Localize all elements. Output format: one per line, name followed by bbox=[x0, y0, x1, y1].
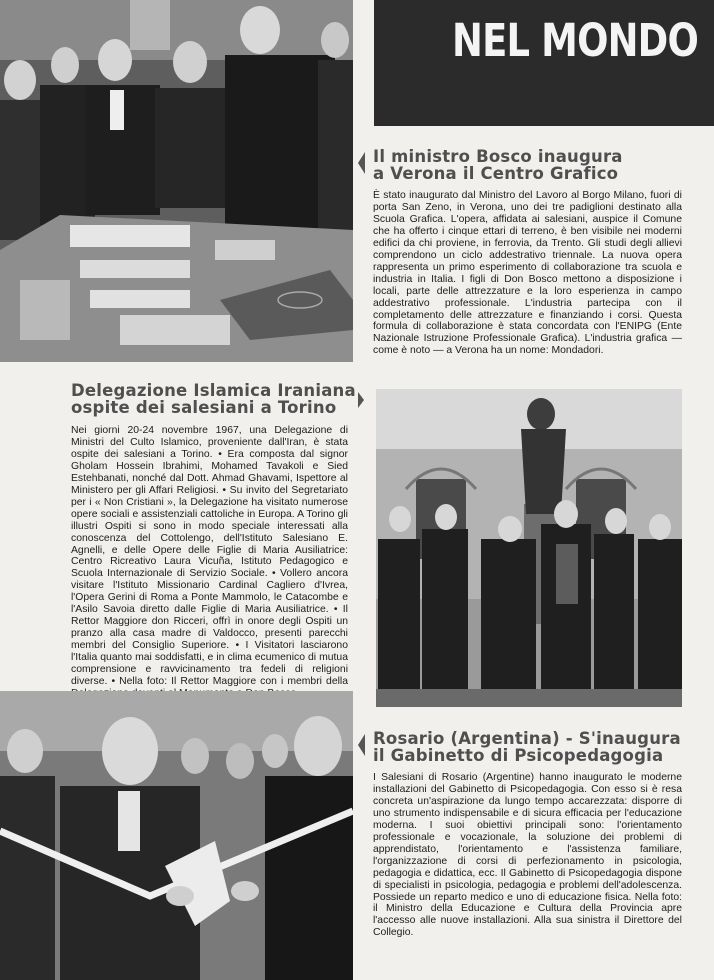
article-verona-body: È stato inaugurato dal Ministro del Lavoro al Borgo Milano, fuori di porta San Zeno, in Verona, uno dei tre padiglioni destinato alla Scuola Grafica. L'opera, affidata ai salesiani, auspice il Comune che ha offerto i cinque ettari di terreno, è ben visibile nei moderni edifici da chi proviene, in ferrovia, da Trento. Gli studi degli allievi comprendono un ciclo addestrativo triennale. La nuova opera rappresenta un primo esperimento di collaborazione tra scuola e industria in Italia. I figli di Don Bosco mettono a disposizione i locali, parte delle attrezzature e la loro esperienza in campo addestrativo professionale. L'industria partecipa con il completamento delle attrezzature e finanziando i corsi. Questa formula di collaborazione è stata concordata con l'ENIPG (Ente Nazionale Istruzione Professionale Grafica). L'industria grafica — come è noto — a Verona ha un nome: Mondadori. bbox=[373, 190, 682, 357]
article-torino-headline bbox=[71, 382, 361, 416]
headline-line: Delegazione Islamica Iraniana bbox=[71, 381, 356, 400]
headline-line: Rosario (Argentina) - S'inaugura bbox=[373, 729, 681, 748]
headline-line: ospite dei salesiani a Torino bbox=[71, 398, 337, 417]
article-verona-headline bbox=[373, 148, 703, 182]
photo-ministers-model bbox=[0, 0, 353, 362]
photo-delegation-monument bbox=[376, 389, 682, 707]
left-arrow-icon bbox=[358, 152, 365, 174]
left-arrow-icon bbox=[358, 734, 365, 756]
article-torino-body: Nei giorni 20-24 novembre 1967, una Delegazione di Ministri del Culto Islamico, proveniente dall'Iran, è stata ospite dei salesiani a Torino. • Era composta dal signor Gholam Hossein Ibrahimi, Mohamed Tavakoli e Sied Estehbanati, nonché dal Dott. Ahmad Ghavami, Ispettore al Ministero per gli Affari Religiosi. • Su invito del Segretariato per i « Non Cristiani », la Delegazione ha visitato numerose opere sociali e assistenziali cattoliche in Europa. A Torino gli illustri Ospiti si sono in modo speciale interessati alla conoscenza del Cottolengo, dell'Istituto Salesiano E. Agnelli, e delle Opere delle Figlie di Maria Ausiliatrice: Centro Ricreativo Laura Vicuña, Istituto Pedagogico e Scuola Internazionale di Servizio Sociale. • Vollero ancora visitare l'Istituto Missionario Cardinal Cagliero d'Ivrea, l'Opera Gerini di Roma a Ponte Mammolo, le Catacombe e l'Asilo Savoia diretto dalle Figlie di Maria Ausiliatrice. • Il Rettor Maggiore don Ricceri, offrì in onore degli Ospiti un pranzo alla casa madre di Valdocco, presenti parecchi membri del Consiglio Superiore. • I Visitatori lasciarono l'Italia quanto mai soddisfatti, e in clima ecumenico di mutua comprensione e ravvicinamento tra fedeli di religioni diverse. • Nella foto: Il Rettor Maggiore con i membri della bbox=[71, 425, 348, 688]
section-title: NEL MONDO bbox=[451, 14, 698, 67]
headline-line: il Gabinetto di Psicopedagogia bbox=[373, 746, 664, 765]
photo-ribbon-cutting bbox=[0, 691, 353, 980]
article-rosario-headline bbox=[373, 730, 703, 764]
right-arrow-icon bbox=[358, 392, 364, 408]
article-rosario-body: I Salesiani di Rosario (Argentine) hanno inaugurato le moderne installazioni del Gabinetto di Psicopedagogia. Con esso si è resa concreta un'aspirazione da lungo tempo accarezzata: disporre di uno strumento indispensabile e di sicura efficacia per l'educazione moderna. I suoi obiettivi principali sono: l'orientamento professionale e vocazionale, la soluzione dei problemi di apprendistato, l'orientamento e l'assistenza familiare, l'organizzazione di corsi di perfezionamento in psicologia, pedagogia e didattica, ecc. Il Gabinetto di Psicopedagogia dispone di specialisti in psicologia, pedagogia e problemi dell'adolescenza. Possiede un reparto medico e uno di educazione fisica. Nella foto: il Ministro della Educazione e Cultura della Provincia apre l'accesso alle nuove installazioni. Alla sua sinistra il Direttore del Collegio. bbox=[373, 772, 682, 939]
section-masthead bbox=[374, 0, 714, 126]
headline-line: Il ministro Bosco inaugura bbox=[373, 147, 623, 166]
headline-line: a Verona il Centro Grafico bbox=[373, 164, 619, 183]
